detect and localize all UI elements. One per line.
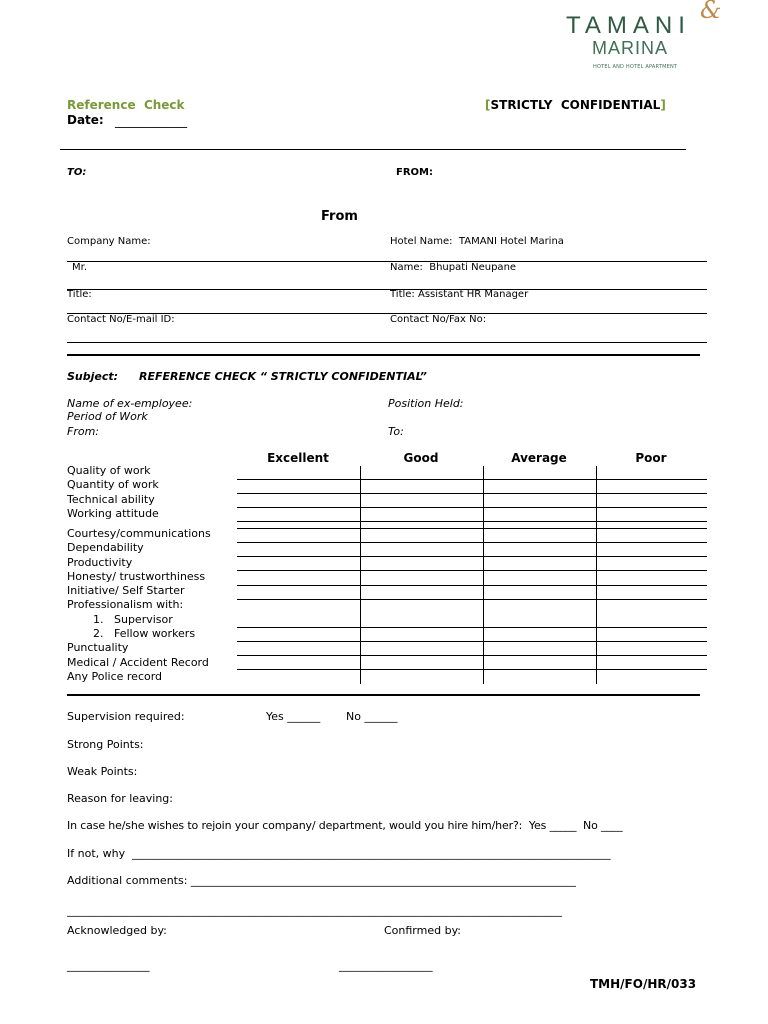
header-divider: [60, 149, 686, 150]
rating-item-police: Any Police record: [67, 669, 163, 683]
logo-ampersand: &: [700, 0, 722, 24]
if-not-why: If not, why _______________________________________________________________________________________: [67, 847, 611, 860]
mr-label: Mr.: [72, 262, 87, 273]
contact-email-label: Contact No/E-mail ID:: [67, 314, 175, 325]
confirmed-signature-line: _________________: [339, 959, 433, 972]
reason-leaving-label: Reason for leaving:: [67, 792, 173, 805]
rejoin-question: In case he/she wishes to rejoin your company/ department, would you hire him/her?: Yes _____ No ____: [67, 819, 623, 832]
rating-item-productivity: Productivity: [67, 555, 133, 569]
date-value: ____________: [115, 114, 187, 128]
strong-points-label: Strong Points:: [67, 738, 144, 751]
additional-comments-line: __________________________________________________________________________________________: [67, 904, 562, 917]
grid-row-line: [237, 521, 707, 522]
period-label: Period of Work: [67, 410, 148, 423]
rating-item-professionalism: Professionalism with:: [67, 598, 184, 612]
row-line: [67, 289, 707, 290]
contact-title: Title: Assistant HR Manager: [390, 289, 529, 300]
section-divider: [67, 354, 700, 356]
logo-tagline: HOTEL AND HOTEL APARTMENT: [593, 64, 678, 70]
row-line: [67, 342, 707, 343]
grid-row-line: [237, 655, 707, 656]
grid-row-line: [237, 542, 707, 543]
hotel-name: Hotel Name: TAMANI Hotel Marina: [390, 236, 564, 247]
date-label: Date:: [67, 113, 104, 127]
grid-col-line: [596, 466, 597, 684]
grid-row-line: [237, 570, 707, 571]
rating-item-honesty: Honesty/ trustworthiness: [67, 569, 206, 583]
confidential-text: STRICTLY CONFIDENTIAL: [490, 98, 661, 112]
from-heading: From: [321, 209, 358, 224]
title-label: Title:: [67, 289, 92, 300]
period-to-label: To:: [388, 425, 404, 438]
grid-row-line: [237, 585, 707, 586]
supervision-yes: Yes ______: [266, 710, 321, 723]
rating-item-quantity: Quantity of work: [67, 478, 159, 492]
subject-label: Subject:: [67, 370, 119, 383]
to-label: TO:: [67, 167, 87, 178]
acknowledged-signature-line: _______________: [67, 959, 150, 972]
weak-points-label: Weak Points:: [67, 765, 138, 778]
grid-row-line: [237, 599, 707, 600]
rating-item-courtesy: Courtesy/communications: [67, 527, 211, 540]
grid-col-line: [483, 466, 484, 684]
contact-name: Name: Bhupati Neupane: [390, 262, 517, 273]
from-label: FROM:: [396, 167, 433, 178]
row-line: [67, 261, 707, 262]
bracket-close: ]: [660, 98, 666, 112]
supervision-no: No ______: [346, 710, 398, 723]
rating-item-attitude: Working attitude: [67, 506, 159, 520]
contact-fax-label: Contact No/Fax No:: [390, 314, 487, 325]
rating-item-supervisor: 1. Supervisor: [93, 612, 173, 626]
grid-row-line: [237, 493, 707, 494]
rating-item-initiative: Initiative/ Self Starter: [67, 584, 185, 598]
ex-employee-label: Name of ex-employee:: [67, 397, 193, 410]
logo-brand: TAMANI: [566, 12, 691, 39]
grid-row-line: [237, 641, 707, 642]
confidential-badge: [485, 98, 666, 112]
grid-row-line: [237, 556, 707, 557]
grid-row-line: [237, 528, 707, 529]
grid-row-line: [237, 627, 707, 628]
form-title: Reference Check: [67, 98, 185, 112]
rating-item-technical: Technical ability: [67, 492, 155, 506]
subject-text: REFERENCE CHECK “ STRICTLY CONFIDENTIAL”: [139, 370, 427, 383]
logo-name: MARINA: [592, 38, 669, 58]
acknowledged-by-label: Acknowledged by:: [67, 924, 167, 937]
rating-item-punctuality: Punctuality: [67, 641, 129, 655]
rating-item-quality: Quality of work: [67, 464, 151, 477]
section-divider: [67, 694, 700, 696]
grid-row-line: [237, 669, 707, 670]
col-average: Average: [511, 451, 567, 465]
supervision-label: Supervision required:: [67, 710, 185, 723]
period-from-label: From:: [67, 425, 100, 438]
rating-item-dependability: Dependability: [67, 541, 144, 555]
grid-col-line: [360, 466, 361, 684]
additional-comments: Additional comments: ______________________________________________________________________: [67, 874, 576, 887]
grid-row-line: [237, 507, 707, 508]
col-good: Good: [403, 451, 439, 465]
form-code: TMH/FO/HR/033: [590, 977, 697, 991]
col-excellent: Excellent: [267, 451, 329, 465]
rating-item-fellow-workers: 2. Fellow workers: [93, 627, 196, 641]
confirmed-by-label: Confirmed by:: [384, 924, 461, 937]
company-name-label: Company Name:: [67, 236, 151, 247]
rating-item-medical: Medical / Accident Record: [67, 655, 209, 669]
position-held-label: Position Held:: [388, 397, 464, 410]
rating-labels-group-1: [67, 464, 159, 521]
rating-labels-group-2: [67, 527, 211, 684]
col-poor: Poor: [635, 451, 667, 465]
grid-row-line: [237, 479, 707, 480]
bracket-open: [: [485, 98, 491, 112]
